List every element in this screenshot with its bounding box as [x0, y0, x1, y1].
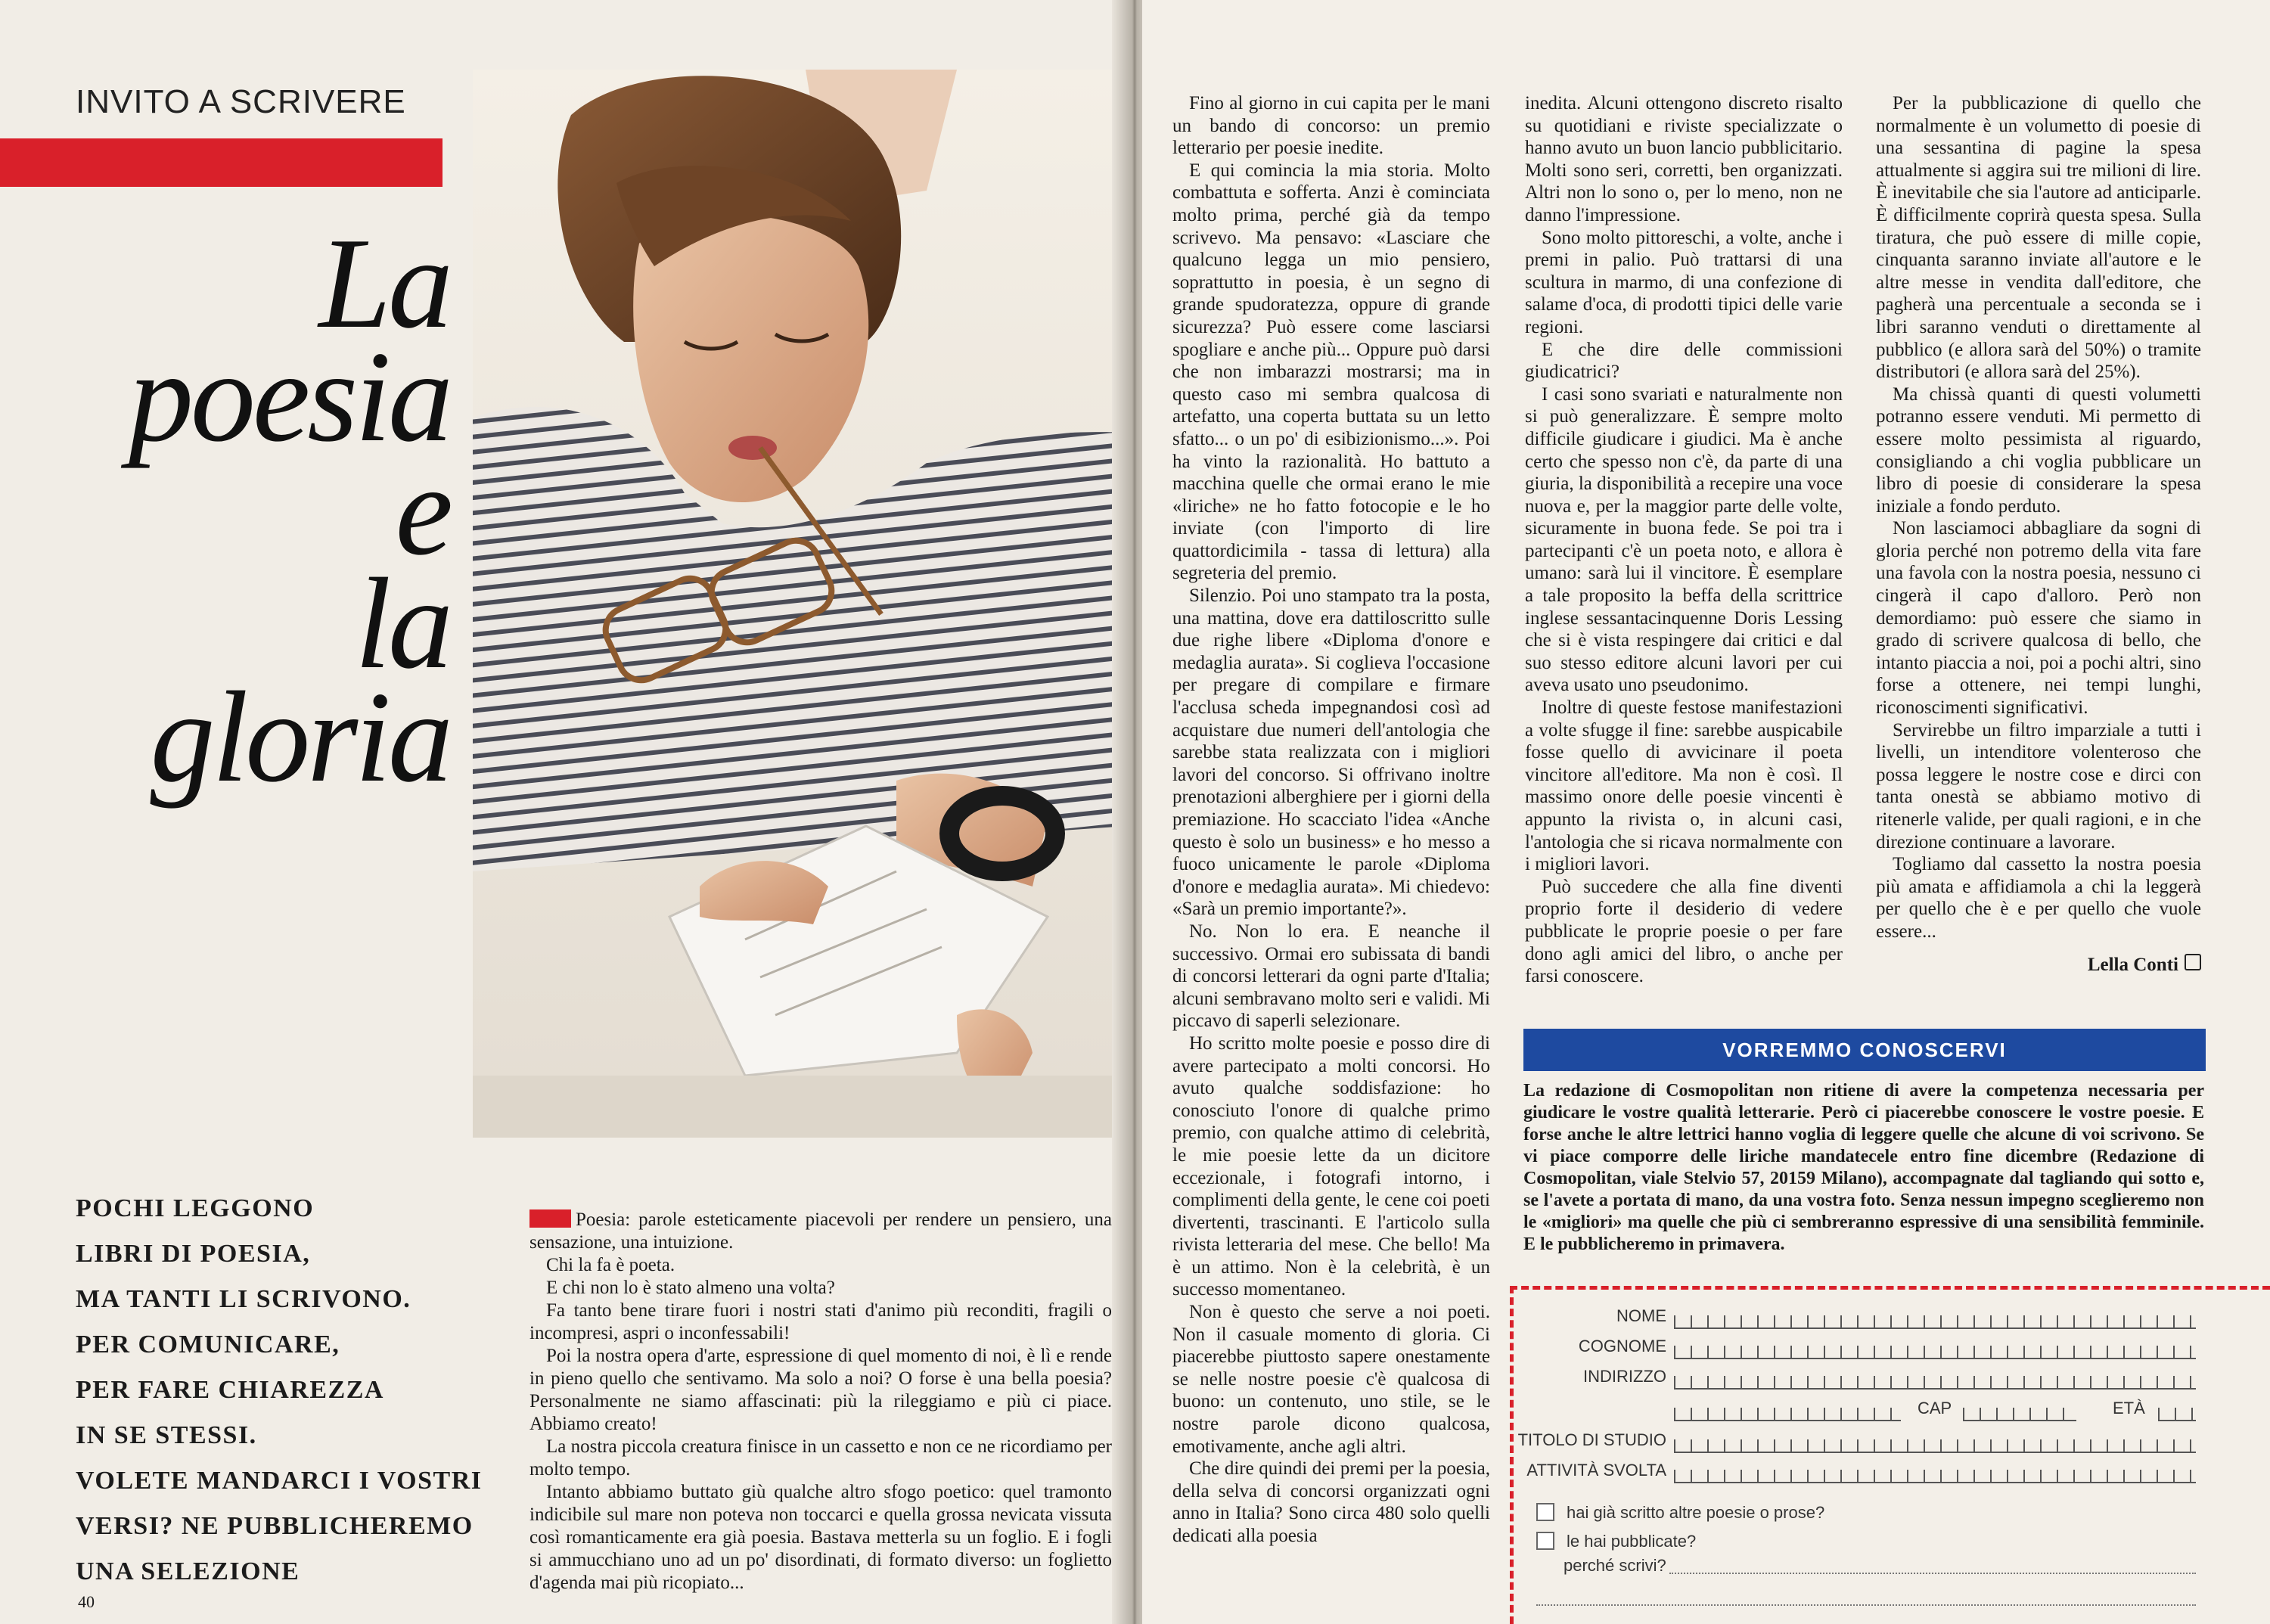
intro-paragraph: La nostra piccola creatura finisce in un cassetto e non ce ne ricordiamo per molto tempo. — [529, 1436, 1112, 1480]
body-paragraph: Che dire quindi dei premi per la poesia, della selva di concorsi organizzati ogni anno in Italia? Sono circa 480 solo quelli dedicati alla poesia — [1172, 1458, 1490, 1546]
deck-line: PER FARE CHIAREZZA — [76, 1376, 384, 1404]
page-number: 40 — [78, 1592, 95, 1611]
education-input[interactable] — [1674, 1439, 2196, 1453]
body-column-3 — [1876, 92, 2201, 976]
body-column-2 — [1525, 92, 1843, 988]
intro-column — [529, 1209, 1112, 1595]
title-line: e — [395, 439, 450, 582]
field-row-cap-eta — [1514, 1399, 2270, 1421]
deck-line: LIBRI DI POESIA, — [76, 1240, 311, 1268]
body-paragraph: I casi sono svariati e naturalmente non si può generalizzare. È sempre molto difficile giudicare i giudici. Ma è anche certo che spesso non c'è, da parte di una giuria, la disponibilità a recepire una voce nuova e, per la maggior parte delle volte, sicuramente in buona fede. Se poi tra i partecipanti c'è un poeta noto, e allora è umano: sarà lui il vincitore. È esemplare a tale proposito la beffa della scrittrice inglese sessantacinquenne Doris Lessing che si è vista respingere dai critici e dal suo stesso editore alcuni lavori per cui aveva usato uno pseudonimo. — [1525, 383, 1843, 696]
intro-paragraph: Chi la fa è poeta. — [546, 1255, 675, 1275]
field-row-attivita — [1514, 1461, 2270, 1483]
box-text: La redazione di Cosmopolitan non ritiene di avere la competenza necessaria per giudicare le vostre qualità letterarie. Però ci piacerebbe conoscere le vostre poesie. E forse anche le altre lettrici hanno voglia di leggere quelle che alcune di voi scrivono. Se vi piace comporre delle liriche mandatecele entro fine dicembre (Redazione di Cosmopolitan, viale Stelvio 57, 20159 Milano), accompagnate dal tagliando qui sotto e, se l'avete a portata di mano, da una vostra foto. Senza nessun impegno sceglieremo non le «migliori» ma quelle che più ci sembreranno espressive di una sensibilità femminile. E le pubblicheremo in primavera. — [1523, 1081, 2204, 1254]
intro-paragraph: Fa tanto bene tirare fuori i nostri stati d'animo più reconditi, fragili o incompresi, aspri o inconfessabili! — [529, 1300, 1112, 1343]
body-paragraph: Sono molto pittoreschi, a volte, anche i premi in palio. Può trattarsi di una scultura in marmo, di una confezione di salame d'oca, di prodotti tipici delle varie regioni. — [1525, 227, 1843, 337]
occupation-input[interactable] — [1674, 1470, 2196, 1483]
body-paragraph: inedita. Alcuni ottengono discreto risalto su quotidiani e riviste specializzate o hanno avuto un buon lancio pubblicitario. Molti sono seri, corretti, ben organizzati. Altri non lo sono o, per lo meno, non ne danno l'impressione. — [1525, 93, 1843, 225]
field-label: ATTIVITÀ SVOLTA — [1526, 1461, 1666, 1480]
entry-coupon — [1510, 1286, 2270, 1624]
field-row-nome — [1514, 1306, 2270, 1329]
article-deck — [76, 1186, 529, 1595]
field-label: CAP — [1918, 1399, 1952, 1418]
article-title — [30, 212, 450, 809]
photo-illustration — [473, 70, 1127, 1138]
deck-line: POCHI LEGGONO — [76, 1194, 315, 1222]
surname-input[interactable] — [1674, 1346, 2196, 1359]
checkbox[interactable] — [1536, 1503, 1554, 1521]
title-line: poesia — [128, 325, 450, 469]
deck-line: MA TANTI LI SCRIVONO. — [76, 1285, 411, 1313]
title-line: La — [318, 212, 450, 356]
body-paragraph: Servirebbe un filtro imparziale a tutti i livelli, un intenditore volenteroso che possa leggere le nostre cose e dirci con tanta onestà se abbiamo motivo di ritenerle valide, per quali ragioni, e in che direzione continuare a lavorare. — [1876, 719, 2201, 852]
title-line: gloria — [150, 666, 450, 809]
body-column-1 — [1172, 92, 1490, 1548]
body-paragraph: Può succedere che alla fine diventi proprio forte il desiderio di vedere pubblicate le proprie poesie o per fare dono agli amici del libro, o anche per farsi conoscere. — [1525, 876, 1843, 987]
body-paragraph: E qui comincia la mia storia. Molto combattuta e sofferta. Anzi è cominciata molto prima, perché già da tempo scrivevo. Ma pensavo: «Lasciare che qualcuno legga un mio pensiero, soprattutto in poesia, è un segno di grande spudoratezza, oppure di grande sicurezza? Può essere come lasciarsi spogliare e anche più... Oppure può darsi che non imbarazzi mostrarsi; ma in questo caso mi sembra qualcosa di artefatto, una coperta buttata su un letto sfatto... o un po' di esibizionismo...». Poi ha vinto la razionalità. Ho battuto a macchina quelle che ormai erano le mie «liriche» ne ho fatto fotocopie e le ho inviate (con l'importo di lire quattordicimila - tassa di lettura) alla segreteria del premio. — [1172, 160, 1490, 584]
article-photo — [473, 70, 1127, 1138]
body-paragraph: Silenzio. Poi uno stampato tra la posta, una mattina, dove era dattiloscritto sulle due righe libere «Diploma d'onore e medaglia aurata». Si coglieva l'occasione per pregare di compilare e firmare l'acclusa scheda impegnandosi così ad acquistare due numeri dell'antologia che sarebbe stata realizzata con i migliori lavori del concorso. Si offrivano inoltre prenotazioni alberghiere per i giorni della premiazione. Ho scacciato l'idea «Anche questo è solo un business» e ho messo a fuoco unicamente le parole «Diploma d'onore e medaglia aurata». Mi chiedevo: «Sarà un premio importante?». — [1172, 585, 1490, 920]
question-why-write: perché scrivi? — [1564, 1556, 1666, 1575]
body-paragraph: Ma chissà quanti di questi volumetti potranno essere venduti. Mi permetto di essere molto pessimista al riguardo, consigliando a chi voglia pubblicare un libro di poesie di considerare la spesa iniziale a fondo perduto. — [1876, 383, 2201, 517]
body-paragraph: Non lasciamoci abbagliare da sogni di gloria perché non potremo della vita fare una favola con la nostra poesia, nessuno ci cingerà il capo d'alloro. Però non demordiamo: può essere che siamo in grado di scrivere qualcosa di bello, che intanto piaccia a noi, poi a pochi altri, sino forse a ottenere, nei tempi lunghi, riconoscimenti significativi. — [1876, 518, 2201, 719]
section-kicker: INVITO A SCRIVERE — [76, 83, 406, 120]
answer-line[interactable] — [1536, 1604, 2196, 1606]
red-bar — [0, 138, 443, 187]
body-paragraph: Ho scritto molte poesie e posso dire di avere partecipato a molti concorsi. Ho avuto qualche soddisfazione: ho conosciuto l'onore di qualche primo premio, con qualche attimo di celebrità, le mie poesie lette da un dicitore eccezionale, i fotografi intorno, i complimenti della gente, le cene coi poeti divertenti, trascinanti. E l'articolo sulla rivista letteraria del mese. Che bello! Ma è un attimo. Non è la celebrità, è un successo momentaneo. — [1172, 1032, 1490, 1300]
field-row-indirizzo — [1514, 1367, 2270, 1390]
box-banner: VORREMMO CONOSCERVI — [1523, 1029, 2206, 1071]
intro-paragraph: Poesia: parole esteticamente piacevoli per rendere un pensiero, una sensazione, una intuizione. — [529, 1209, 1112, 1253]
deck-line: UNA SELEZIONE — [76, 1557, 300, 1585]
cap-input[interactable] — [1963, 1408, 2076, 1421]
name-input[interactable] — [1674, 1315, 2196, 1329]
deck-line: VERSI? NE PUBBLICHEREMO — [76, 1512, 474, 1540]
deck-line: IN SE STESSI. — [76, 1421, 257, 1449]
checkbox[interactable] — [1536, 1532, 1554, 1550]
question-published: le hai pubblicate? — [1536, 1532, 1696, 1551]
body-paragraph: E che dire delle commissioni giudicatrici? — [1525, 339, 1843, 383]
field-label: TITOLO DI STUDIO — [1517, 1430, 1666, 1449]
field-label: INDIRIZZO — [1583, 1367, 1666, 1386]
end-mark-icon — [2185, 954, 2201, 970]
body-paragraph: Togliamo dal cassetto la nostra poesia più amata e affidiamola a chi la leggerà per quello che è e per quello che vuole essere... — [1876, 854, 2201, 942]
intro-paragraph: Poi la nostra opera d'arte, espressione di quel momento di noi, è lì e rende in pieno quello che sentivamo. Ma solo a noi? O forse è una bella poesia? Personalmente ne siamo affascinati: più la rileggiamo e più ci piace. Abbiamo creato! — [529, 1346, 1112, 1434]
author-signature: Lella Conti — [1876, 952, 2201, 977]
body-paragraph: No. Non lo era. E neanche il successivo. Ormai ero subissata di bandi di concorsi letterari da ogni parte d'Italia; alcuni sembravano molto seri e validi. Mi piccavo di saperli selezionare. — [1172, 921, 1490, 1032]
answer-line[interactable] — [1669, 1573, 2196, 1574]
body-paragraph: Inoltre di queste festose manifestazioni a volte sfugge il fine: sarebbe auspicabile fosse quello di avvicinare il poeta vincitore all'editore. Ma non è così. Il massimo onore delle poesie vincenti è appunto la rivista o, in alcuni casi, l'antologia che si ricava normalmente con i migliori lavori. — [1525, 697, 1843, 875]
body-paragraph: Per la pubblicazione di quello che normalmente è un volumetto di poesie di una sessantina di pagine la spesa attualmente si aggira sui tre milioni di lire. È inevitabile che sia l'autore ad anticiparle. È difficilmente coprirà questa spesa. Sulla tiratura, che può essere di mille copie, cinquanta saranno inviate all'autore e le altre messe in vendita dall'editore, che pagherà una percentuale a seconda se i libri saranno venduti o direttamente al pubblico (e allora sarà del 50%) o tramite distributori (e allora sarà del 25%). — [1876, 93, 2202, 383]
deck-line: VOLETE MANDARCI I VOSTRI — [76, 1467, 483, 1495]
field-label: NOME — [1616, 1306, 1666, 1325]
address-input[interactable] — [1674, 1376, 2196, 1390]
body-paragraph: Fino al giorno in cui capita per le mani un bando di concorso: un premio letterario per poesie inedite. — [1172, 93, 1490, 159]
intro-paragraph: Intanto abbiamo buttato giù qualche altro sfogo poetico: quel tramonto indicibile sul mare non poteva non toccarci e quella grossa nevicata vissuta così romanticamente era già poesia. Bastava metterla su un foglio. E i fogli si ammucchiano uno ad un po' disordinati, di formato diverso: un foglietto d'agenda mai più ricopiato... — [529, 1482, 1112, 1593]
field-row-titolo — [1514, 1430, 2270, 1453]
field-row-cognome — [1514, 1337, 2270, 1359]
age-input[interactable] — [2158, 1408, 2196, 1421]
field-label: ETÀ — [2113, 1399, 2145, 1418]
right-page — [1142, 0, 2270, 1624]
deck-line: PER COMUNICARE, — [76, 1331, 340, 1359]
title-line: la — [355, 552, 450, 696]
left-page — [0, 0, 1127, 1624]
field-label: COGNOME — [1578, 1337, 1666, 1355]
body-paragraph: Non è questo che serve a noi poeti. Non il casuale momento di gloria. Ci piacerebbe piuttosto sapere onestamente se nelle nostre poesie c'è qualcosa di buono: un contenuto, uno stile, se le nostre parole dicono qualcosa, emotivamente, anche agli altri. — [1172, 1302, 1490, 1457]
intro-paragraph: E chi non lo è stato almeno una volta? — [546, 1278, 835, 1298]
question-other-writings: hai già scritto altre poesie o prose? — [1536, 1503, 1824, 1523]
address-input-line-2[interactable] — [1674, 1408, 1901, 1421]
red-square-marker — [529, 1209, 571, 1228]
